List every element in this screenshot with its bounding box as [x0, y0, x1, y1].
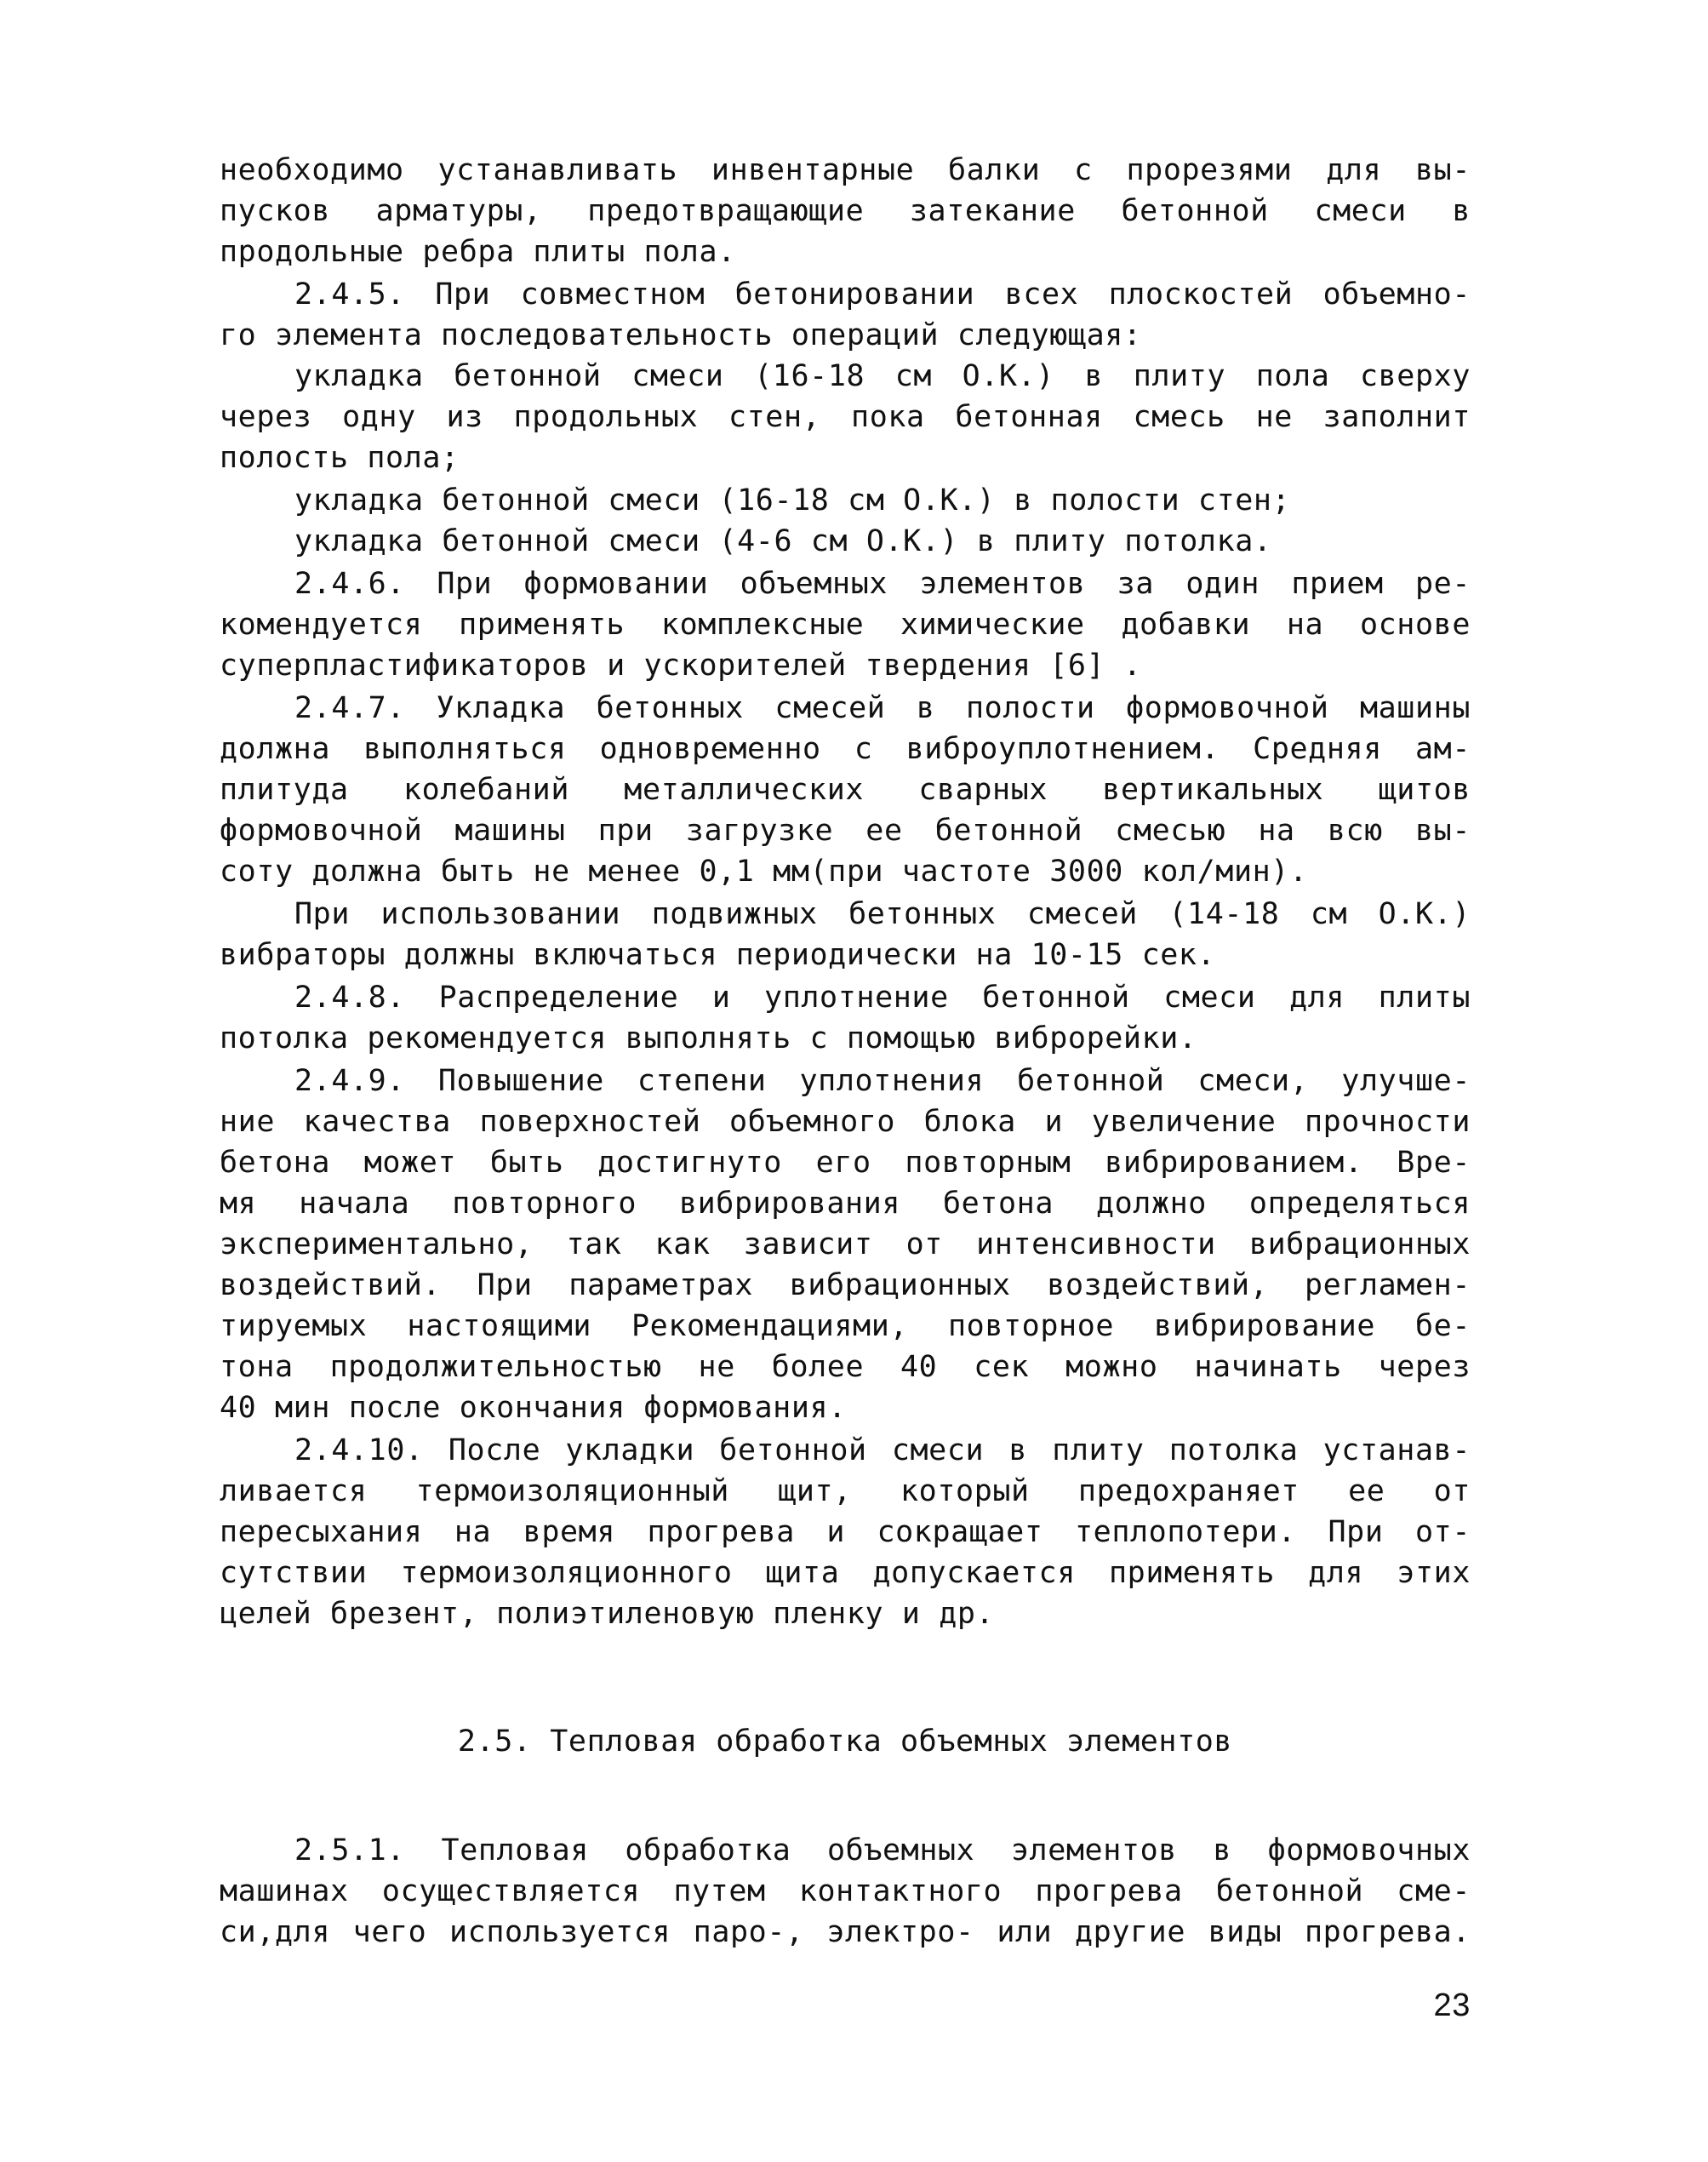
text-line: укладка бетонной смеси (16-18 см О.К.) в плиту пола сверху — [294, 359, 1471, 393]
text-line: машинах осуществляется путем контактного прогрева бетонной сме- — [220, 1874, 1471, 1908]
text-line: ливается термоизоляционный щит, который предохраняет ее от — [220, 1474, 1471, 1508]
text-line: суперпластификаторов и ускорителей твердения [6] . — [220, 649, 1142, 683]
text-line: соту должна быть не менее 0,1 мм(при частоте 3000 кол/мин). — [220, 855, 1308, 889]
paragraph-2-4-9: 2.4.9. Повышение степени уплотнения бетонной смеси, улучше- — [294, 1064, 1471, 1098]
paragraph-2-4-5: 2.4.5. При совместном бетонировании всех плоскостей объемно- — [294, 277, 1471, 312]
text-line: бетона может быть достигнуто его повторным вибрированием. Вре- — [220, 1146, 1471, 1180]
text-line: через одну из продольных стен, пока бетонная смесь не заполнит — [220, 400, 1471, 434]
text-line: 40 мин после окончания формования. — [220, 1391, 847, 1425]
text-line: При использовании подвижных бетонных смесей (14-18 см О.К.) — [294, 897, 1471, 931]
text-line: пусков арматуры, предотвращающие затекание бетонной смеси в — [220, 194, 1471, 228]
text-line: вибраторы должны включаться периодически на 10-15 сек. — [220, 938, 1216, 972]
text-line: должна выполняться одновременно с виброуплотнением. Средняя ам- — [220, 732, 1471, 766]
text-line: экспериментально, так как зависит от интенсивности вибрационных — [220, 1227, 1471, 1261]
paragraph-2-5-1: 2.5.1. Тепловая обработка объемных элементов в формовочных — [294, 1833, 1471, 1867]
text-line: полость пола; — [220, 441, 460, 475]
text-line: укладка бетонной смеси (4-6 см О.К.) в плиту потолка. — [294, 524, 1272, 558]
text-line: потолка рекомендуется выполнять с помощью виброрейки. — [220, 1021, 1197, 1055]
text-line: необходимо устанавливать инвентарные балки с прорезями для вы- — [220, 153, 1471, 187]
text-line: сутствии термоизоляционного щита допускается применять для этих — [220, 1556, 1471, 1590]
paragraph-2-4-8: 2.4.8. Распределение и уплотнение бетонной смеси для плиты — [294, 981, 1471, 1015]
paragraph-2-4-10: 2.4.10. После укладки бетонной смеси в плиту потолка устанав- — [294, 1433, 1471, 1467]
text-line: мя начала повторного вибрирования бетона должно определяться — [220, 1187, 1471, 1221]
text-line: воздействий. При параметрах вибрационных воздействий, регламен- — [220, 1268, 1471, 1302]
text-line: плитуда колебаний металлических сварных вертикальных щитов — [220, 773, 1471, 807]
text-line: си,для чего используется паро-, электро- или другие виды прогрева. — [220, 1915, 1471, 1949]
text-line: тона продолжительностью не более 40 сек можно начинать через — [220, 1350, 1471, 1384]
text-line: продольные ребра плиты пола. — [220, 235, 736, 269]
text-line: го элемента последовательность операций следующая: — [220, 318, 1142, 352]
text-line: пересыхания на время прогрева и сокращает теплопотери. При от- — [220, 1515, 1471, 1549]
text-line: ние качества поверхностей объемного блока и увеличение прочности — [220, 1105, 1471, 1139]
text-line: укладка бетонной смеси (16-18 см О.К.) в полости стен; — [294, 483, 1291, 518]
paragraph-2-4-6: 2.4.6. При формовании объемных элементов за один прием ре- — [294, 567, 1471, 601]
paragraph-2-4-7: 2.4.7. Укладка бетонных смесей в полости формовочной машины — [294, 691, 1471, 725]
text-line: комендуется применять комплексные химические добавки на основе — [220, 608, 1471, 642]
page-number: 23 — [1433, 1988, 1471, 2023]
text-line: формовочной машины при загрузке ее бетонной смесью на всю вы- — [220, 814, 1471, 848]
text-line: целей брезент, полиэтиленовую пленку и др. — [220, 1597, 995, 1631]
section-heading-2-5: 2.5. Тепловая обработка объемных элементов — [457, 1724, 1233, 1759]
text-line: тируемых настоящими Рекомендациями, повторное вибрирование бе- — [220, 1309, 1471, 1343]
